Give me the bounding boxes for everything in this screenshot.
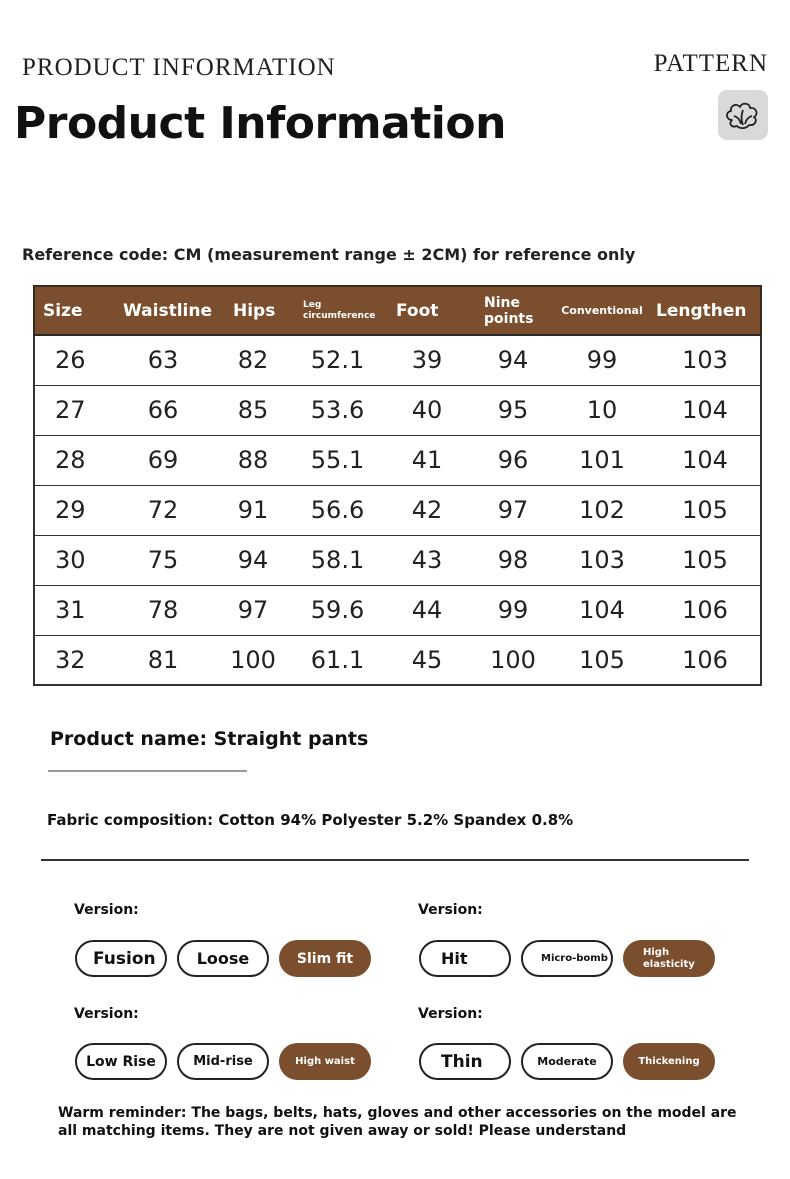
option-micro-bomb[interactable]: Micro-bomb — [521, 940, 613, 977]
cotton-icon — [718, 90, 768, 140]
table-cell: 105 — [650, 535, 761, 585]
table-row — [34, 585, 761, 635]
table-row — [34, 385, 761, 435]
table-cell: 95 — [472, 385, 554, 435]
table-cell: 97 — [213, 585, 293, 635]
table-cell: 39 — [382, 335, 472, 385]
table-cell: 69 — [113, 435, 213, 485]
table-cell: 104 — [650, 435, 761, 485]
table-cell: 56.6 — [293, 485, 382, 535]
table-cell: 26 — [34, 335, 113, 385]
divider — [48, 770, 247, 772]
option-fusion[interactable]: Fusion — [75, 940, 167, 977]
table-cell: 75 — [113, 535, 213, 585]
header-size: Size — [34, 286, 113, 335]
option-slim-fit[interactable]: Slim fit — [279, 940, 371, 977]
table-cell: 105 — [650, 485, 761, 535]
option-mid-rise[interactable]: Mid-rise — [177, 1043, 269, 1080]
reference-note: Reference code: CM (measurement range ± 2CM) for reference only — [22, 245, 636, 264]
warm-reminder: Warm reminder: The bags, belts, hats, gloves and other accessories on the model are all matching items. They are not given away or sold! Please understand — [58, 1105, 737, 1139]
table-cell: 100 — [213, 635, 293, 685]
table-cell: 29 — [34, 485, 113, 535]
option-thin[interactable]: Thin — [419, 1043, 511, 1080]
option-loose[interactable]: Loose — [177, 940, 269, 977]
pattern-label: PATTERN — [653, 50, 768, 77]
table-cell: 44 — [382, 585, 472, 635]
option-high-elasticity[interactable]: High elasticity — [623, 940, 715, 977]
table-cell: 30 — [34, 535, 113, 585]
table-cell: 98 — [472, 535, 554, 585]
table-cell: 96 — [472, 435, 554, 485]
table-cell: 42 — [382, 485, 472, 535]
table-cell: 72 — [113, 485, 213, 535]
header-nine-points: Nine points — [472, 286, 554, 335]
table-cell: 63 — [113, 335, 213, 385]
table-cell: 40 — [382, 385, 472, 435]
header-conventional: Conventional — [554, 286, 650, 335]
table-cell: 104 — [650, 385, 761, 435]
page-title: Product Information — [14, 98, 506, 149]
table-cell: 53.6 — [293, 385, 382, 435]
version-label-thickness: Version: — [418, 1006, 483, 1022]
table-cell: 99 — [554, 335, 650, 385]
table-cell: 10 — [554, 385, 650, 435]
table-row — [34, 535, 761, 585]
table-cell: 100 — [472, 635, 554, 685]
table-cell: 81 — [113, 635, 213, 685]
table-cell: 101 — [554, 435, 650, 485]
table-cell: 103 — [650, 335, 761, 385]
option-hit[interactable]: Hit — [419, 940, 511, 977]
version-label-rise: Version: — [74, 1006, 139, 1022]
table-row — [34, 335, 761, 385]
table-cell: 82 — [213, 335, 293, 385]
header-lengthen: Lengthen — [650, 286, 761, 335]
table-cell: 91 — [213, 485, 293, 535]
table-cell: 78 — [113, 585, 213, 635]
table-cell: 97 — [472, 485, 554, 535]
table-cell: 41 — [382, 435, 472, 485]
table-cell: 102 — [554, 485, 650, 535]
header-leg-circumference: Leg circumference — [293, 286, 382, 335]
option-low-rise[interactable]: Low Rise — [75, 1043, 167, 1080]
table-cell: 105 — [554, 635, 650, 685]
version-label-elasticity: Version: — [418, 902, 483, 918]
table-cell: 58.1 — [293, 535, 382, 585]
size-chart-table — [33, 285, 762, 686]
table-row — [34, 635, 761, 685]
table-cell: 59.6 — [293, 585, 382, 635]
header-subtitle: PRODUCT INFORMATION — [22, 54, 336, 81]
table-cell: 104 — [554, 585, 650, 635]
table-cell: 88 — [213, 435, 293, 485]
table-cell: 103 — [554, 535, 650, 585]
option-high-waist[interactable]: High waist — [279, 1043, 371, 1080]
divider — [41, 859, 749, 861]
table-cell: 27 — [34, 385, 113, 435]
header-foot: Foot — [382, 286, 472, 335]
table-cell: 106 — [650, 635, 761, 685]
table-cell: 43 — [382, 535, 472, 585]
table-row — [34, 435, 761, 485]
table-cell: 31 — [34, 585, 113, 635]
table-cell: 45 — [382, 635, 472, 685]
table-cell: 52.1 — [293, 335, 382, 385]
table-cell: 28 — [34, 435, 113, 485]
table-cell: 55.1 — [293, 435, 382, 485]
table-cell: 85 — [213, 385, 293, 435]
table-cell: 61.1 — [293, 635, 382, 685]
version-label-fit: Version: — [74, 902, 139, 918]
option-moderate[interactable]: Moderate — [521, 1043, 613, 1080]
header-hips: Hips — [213, 286, 293, 335]
header-waistline: Waistline — [113, 286, 213, 335]
table-cell: 66 — [113, 385, 213, 435]
table-cell: 32 — [34, 635, 113, 685]
table-cell: 99 — [472, 585, 554, 635]
option-thickening[interactable]: Thickening — [623, 1043, 715, 1080]
fabric-composition: Fabric composition: Cotton 94% Polyester 5.2% Spandex 0.8% — [47, 811, 574, 829]
table-cell: 94 — [213, 535, 293, 585]
table-row — [34, 485, 761, 535]
table-header-row — [34, 286, 761, 335]
table-cell: 94 — [472, 335, 554, 385]
table-cell: 106 — [650, 585, 761, 635]
product-name: Product name: Straight pants — [50, 728, 369, 750]
